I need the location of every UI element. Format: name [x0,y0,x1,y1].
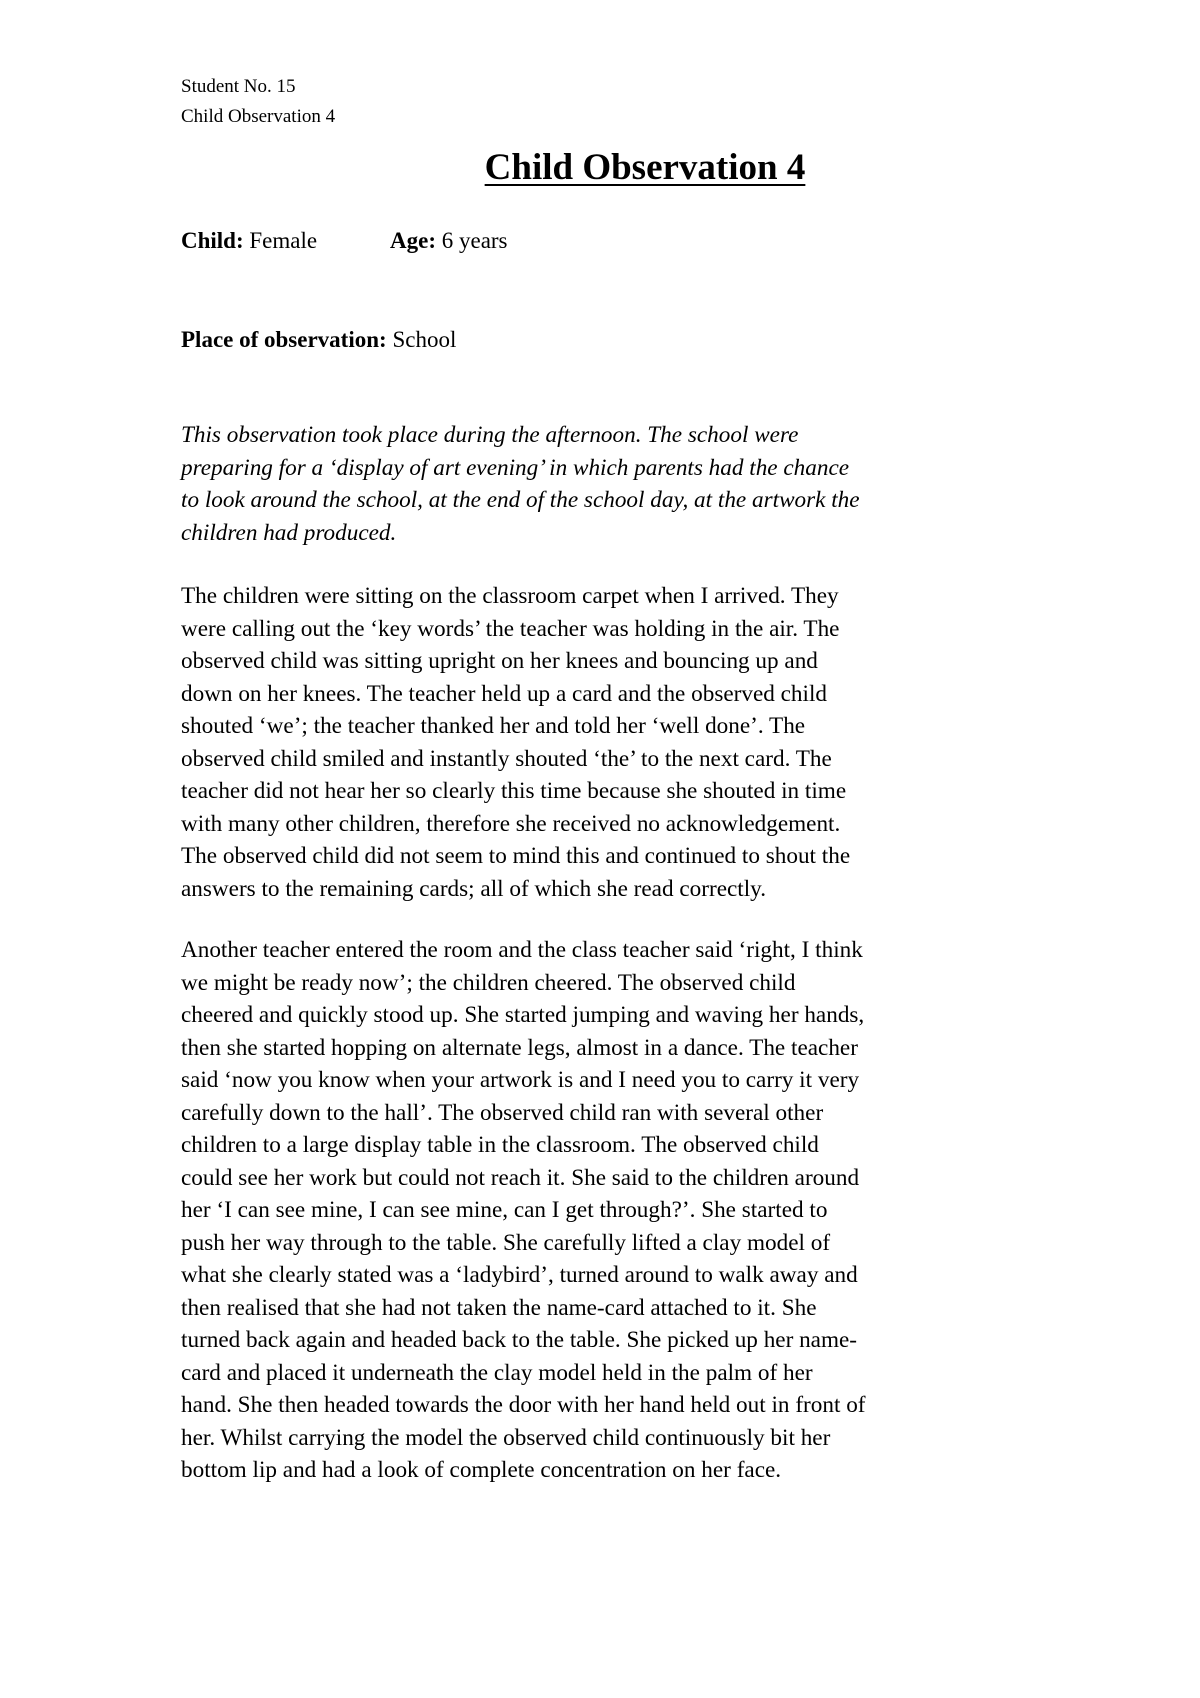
header-doc-label: Child Observation 4 [181,106,336,127]
intro-paragraph: This observation took place during the afternoon. The school were preparing for a ‘display of art evening’ in which parents had the chance to look around the school, at the end of the school day, at the artwork the children had produced. [181,422,860,546]
body-paragraph-2: Another teacher entered the room and the class teacher said ‘right, I think we might be ready now’; the children cheered. The observed child cheered and quickly stood up. She started jumping and waving her hands, then she started hopping on alternate legs, almost in a dance. The teacher said ‘now you know when your artwork is and I need you to carry it very carefully down to the hall’. The observed child ran with several other children to a large display table in the classroom. The observed child could see her work but could not reach it. She said to the children around her ‘I can see mine, I can see mine, can I get through?’. She started to push her way through to the table. She carefully lifted a clay model of what she clearly stated was a ‘ladybird’, turned around to walk away and then realised that she had not taken the name-card attached to it. She turned back again and headed back to the table. She picked up her name- card and placed it underneath the clay model held in the palm of her hand. She then headed towards the door with her hand held out in front of her. Whilst carrying the model the observed child continuously bit her bottom lip and had a look of complete concentration on her face. [181,937,866,1483]
place-label: Place of observation: [181,327,387,352]
page-header [181,72,335,132]
child-value: Female [249,228,318,253]
age-value: 6 years [441,228,508,253]
document-title: Child Observation 4 [484,147,806,188]
document-title-row [0,143,1200,193]
child-info [181,225,317,257]
place-value: School [392,327,457,352]
child-label: Child: [181,228,244,253]
body-paragraph-1: The children were sitting on the classroom carpet when I arrived. They were calling out the ‘key words’ the teacher was holding in the air. The observed child was sitting upright on her knees and bouncing up and down on her knees. The teacher held up a card and the observed child shouted ‘we’; the teacher thanked her and told her ‘well done’. The observed child smiled and instantly shouted ‘the’ to the next card. The teacher did not hear her so clearly this time because she shouted in time with many other children, therefore she received no acknowledgement. The observed child did not seem to mind this and continued to shout the answers to the remaining cards; all of which she read correctly. [181,583,851,902]
age-info [390,225,508,257]
place-info [181,324,456,356]
age-label: Age: [390,228,436,253]
student-number: Student No. 15 [181,76,296,97]
